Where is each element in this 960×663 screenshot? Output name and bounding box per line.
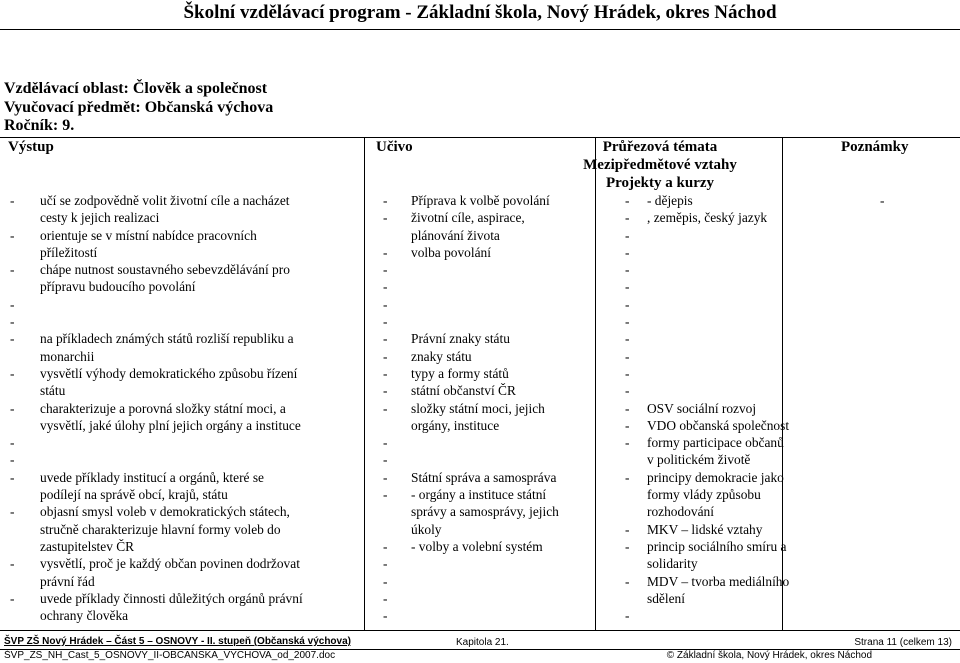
ucivo-row xyxy=(383,330,593,347)
list-item-text xyxy=(625,330,780,347)
temata-row xyxy=(625,538,787,555)
vystup-row xyxy=(10,244,360,261)
list-item-text: Státní správa a samospráva xyxy=(411,469,557,485)
list-bullet: - xyxy=(880,193,885,208)
list-item-text: - volby a volební systém xyxy=(411,538,543,554)
vystup-row xyxy=(10,330,360,347)
ucivo-row xyxy=(383,469,593,486)
list-item-text xyxy=(625,382,780,399)
list-item-text: solidarity xyxy=(647,556,698,572)
ucivo-row xyxy=(383,261,593,278)
list-bullet: - xyxy=(10,314,15,330)
list-item-text: vysvětlí, jaké úlohy plní jejich orgány a instituce xyxy=(40,417,301,433)
vystup-row xyxy=(10,417,360,434)
list-item-text: sdělení xyxy=(647,590,685,606)
list-bullet: - xyxy=(625,383,630,399)
list-bullet: - xyxy=(625,365,630,381)
list-item-text: právní řád xyxy=(40,573,95,589)
temata-row xyxy=(625,590,780,607)
list-item-text: správy a samosprávy, jejich xyxy=(411,504,559,520)
temata-row xyxy=(625,555,780,572)
list-item-text xyxy=(383,573,593,590)
list-item-text xyxy=(383,607,593,624)
list-bullet: - xyxy=(383,469,388,485)
temata-row xyxy=(625,400,780,417)
list-item-text: uvede příklady činnosti důležitých orgánů právní xyxy=(40,590,303,606)
list-bullet: - xyxy=(625,314,630,330)
column-header-poznamky: Poznámky xyxy=(841,139,909,155)
list-item-text: VDO občanská společnost xyxy=(647,417,790,433)
ucivo-row xyxy=(383,555,593,572)
list-bullet: - xyxy=(383,573,388,589)
list-bullet: - xyxy=(383,262,388,278)
footer-chapter: Kapitola 21. xyxy=(456,637,509,648)
vystup-row xyxy=(10,469,360,486)
temata-row xyxy=(625,607,780,624)
column-divider xyxy=(364,137,365,630)
footer-page-number: Strana 11 (celkem 13) xyxy=(854,637,952,648)
ucivo-row xyxy=(383,244,593,261)
ucivo-row xyxy=(383,278,593,295)
list-bullet: - xyxy=(625,244,630,260)
list-item-text xyxy=(625,296,780,313)
footer-document-title: ŠVP ZŠ Nový Hrádek – Část 5 – OSNOVY - II. stupeň (Občanská výchova) xyxy=(4,636,351,647)
footer-filename: ŠVP_ZS_NH_Cast_5_OSNOVY_II-OBCANSKA_VYCHOVA_od_2007.doc xyxy=(4,650,336,661)
temata-row xyxy=(625,244,780,261)
ucivo-row xyxy=(383,400,593,417)
ucivo-row xyxy=(383,209,593,226)
temata-row xyxy=(625,192,780,209)
vystup-row xyxy=(10,209,360,226)
list-item-text xyxy=(625,313,780,330)
column-header-temata-line-1: Průřezová témata xyxy=(602,139,718,155)
vystup-row xyxy=(10,521,360,538)
vystup-row xyxy=(10,451,360,468)
list-item-text: učí se zodpovědně volit životní cíle a nacházet xyxy=(40,193,290,208)
temata-row xyxy=(625,451,780,468)
list-bullet: - xyxy=(383,348,388,364)
list-item-text: monarchii xyxy=(40,348,95,364)
list-item-text: v politickém životě xyxy=(647,452,751,468)
column-header-temata-line-2: Mezipředmětové vztahy xyxy=(583,157,737,173)
ucivo-row xyxy=(383,227,593,244)
list-item-text: charakterizuje a porovná složky státní moci, a xyxy=(40,400,286,416)
list-item-text: na příkladech známých států rozliší republiku a xyxy=(40,331,294,347)
meta-subject: Vyučovací předmět: Občanská výchova xyxy=(4,98,274,116)
list-bullet: - xyxy=(625,210,630,226)
list-item-text: ochrany člověka xyxy=(40,608,129,624)
ucivo-row xyxy=(383,538,593,555)
column-header-vystup: Výstup xyxy=(8,139,54,155)
ucivo-row xyxy=(383,348,593,365)
ucivo-row xyxy=(383,521,593,538)
list-item-text xyxy=(383,313,593,330)
list-item-text xyxy=(625,607,780,624)
list-item-text xyxy=(383,296,593,313)
list-item-text xyxy=(383,590,593,607)
vystup-row xyxy=(10,573,360,590)
page-header xyxy=(0,0,960,30)
temata-row xyxy=(625,278,780,295)
ucivo-row xyxy=(383,313,593,330)
list-bullet: - xyxy=(383,590,388,606)
list-bullet: - xyxy=(383,279,388,295)
list-item-text: přípravu budoucího povolání xyxy=(40,279,196,295)
temata-row xyxy=(625,296,780,313)
list-item-text: MDV – tvorba mediálního xyxy=(647,573,790,589)
list-item-text: životní cíle, aspirace, xyxy=(411,210,525,226)
ucivo-row xyxy=(383,296,593,313)
ucivo-row xyxy=(383,382,593,399)
list-bullet: - xyxy=(383,556,388,572)
list-item-text xyxy=(383,451,593,468)
list-item-text: chápe nutnost soustavného sebevzdělávání pro xyxy=(40,262,290,278)
vystup-row xyxy=(10,192,360,209)
list-bullet: - xyxy=(383,365,388,381)
list-bullet: - xyxy=(383,452,388,468)
list-bullet: - xyxy=(383,538,388,554)
vystup-row xyxy=(10,313,360,330)
list-item-text: cesty k jejich realizaci xyxy=(40,210,160,226)
list-bullet: - xyxy=(10,227,15,243)
list-item-text: vysvětlí výhody demokratického způsobu řízení xyxy=(40,365,298,381)
list-bullet: - xyxy=(383,296,388,312)
vystup-row xyxy=(10,296,360,313)
list-bullet: - xyxy=(10,469,15,485)
meta-area: Vzdělávací oblast: Člověk a společnost xyxy=(4,80,268,97)
footer-copyright: © Základní škola, Nový Hrádek, okres Náchod xyxy=(666,650,872,661)
list-bullet: - xyxy=(10,331,15,347)
list-bullet: - xyxy=(383,487,388,503)
temata-row xyxy=(625,365,780,382)
vystup-row xyxy=(10,555,360,572)
list-bullet: - xyxy=(383,331,388,347)
list-item-text: objasní smysl voleb v demokratických státech, xyxy=(40,504,290,520)
list-bullet: - xyxy=(625,227,630,243)
vystup-row xyxy=(10,365,360,382)
column-header-temata-line-3: Projekty a kurzy xyxy=(605,175,715,191)
list-item-text xyxy=(625,261,780,278)
ucivo-row xyxy=(383,590,593,607)
list-item-text: OSV sociální rozvoj xyxy=(647,400,757,416)
poznamky-column xyxy=(880,192,950,209)
list-item-text xyxy=(10,434,360,451)
column-divider xyxy=(595,137,596,630)
temata-row xyxy=(625,434,784,451)
list-item-text: MKV – lidské vztahy xyxy=(647,521,763,537)
list-item-text: státní občanství ČR xyxy=(411,383,516,399)
list-bullet: - xyxy=(625,400,630,416)
list-bullet: - xyxy=(383,210,388,226)
list-bullet: - xyxy=(10,452,15,468)
list-item-text: , zeměpis, český jazyk xyxy=(647,210,768,226)
list-item-text: volba povolání xyxy=(411,244,491,260)
vystup-row xyxy=(10,590,360,607)
temata-row xyxy=(625,469,784,486)
list-bullet: - xyxy=(10,193,15,208)
list-bullet: - xyxy=(10,400,15,416)
list-item-text xyxy=(383,278,593,295)
list-item-text xyxy=(625,365,780,382)
ucivo-row xyxy=(383,573,593,590)
list-item-text: složky státní moci, jejich xyxy=(411,400,545,416)
list-item-text: Právní znaky státu xyxy=(411,331,510,347)
list-item-text: formy participace občanů xyxy=(647,435,784,451)
list-bullet: - xyxy=(625,573,630,589)
vystup-row xyxy=(10,227,360,244)
vystup-row xyxy=(10,503,360,520)
list-bullet: - xyxy=(383,383,388,399)
vystup-column xyxy=(10,192,360,624)
list-item-text: zastupitelstev ČR xyxy=(40,538,135,554)
list-item-text: příležitostí xyxy=(40,244,98,260)
list-item-text xyxy=(383,261,593,278)
list-item-text: státu xyxy=(40,383,66,399)
list-item-text: plánování života xyxy=(411,227,500,243)
list-item-text xyxy=(10,296,360,313)
list-item-text: - dějepis xyxy=(647,193,693,208)
list-item-text: orientuje se v místní nabídce pracovních xyxy=(40,227,257,243)
temata-row xyxy=(625,330,780,347)
temata-row xyxy=(625,313,780,330)
list-item-text xyxy=(625,227,780,244)
list-bullet: - xyxy=(383,400,388,416)
table-bottom-border xyxy=(0,630,960,631)
list-bullet: - xyxy=(10,556,15,572)
ucivo-row xyxy=(383,192,593,209)
vystup-row xyxy=(10,607,360,624)
list-bullet: - xyxy=(10,262,15,278)
vystup-row xyxy=(10,278,360,295)
list-item-text: úkoly xyxy=(411,521,442,537)
list-item-text: stručně charakterizuje hlavní formy voleb do xyxy=(40,521,281,537)
list-item-text xyxy=(880,192,950,209)
list-bullet: - xyxy=(10,504,15,520)
vystup-row xyxy=(10,400,360,417)
meta-grade: Ročník: 9. xyxy=(4,117,75,134)
list-bullet: - xyxy=(625,521,630,537)
list-bullet: - xyxy=(10,365,15,381)
list-item-text xyxy=(383,555,593,572)
list-bullet: - xyxy=(383,193,388,208)
list-bullet: - xyxy=(625,538,630,554)
list-item-text: formy vlády způsobu xyxy=(647,487,761,503)
list-bullet: - xyxy=(625,262,630,278)
ucivo-row xyxy=(383,486,593,503)
list-item-text xyxy=(383,434,593,451)
list-bullet: - xyxy=(383,314,388,330)
temata-row xyxy=(625,382,780,399)
list-bullet: - xyxy=(625,608,630,624)
list-bullet: - xyxy=(10,590,15,606)
list-item-text xyxy=(625,278,780,295)
table-top-border xyxy=(0,137,960,138)
list-item-text: - orgány a instituce státní xyxy=(411,487,547,503)
temata-row xyxy=(625,348,780,365)
ucivo-row xyxy=(383,365,593,382)
temata-row xyxy=(625,573,790,590)
vystup-row xyxy=(10,348,360,365)
list-item-text: rozhodování xyxy=(647,504,714,520)
poznamky-row xyxy=(880,192,950,209)
vystup-row xyxy=(10,261,360,278)
ucivo-column xyxy=(383,192,593,624)
ucivo-row xyxy=(383,417,593,434)
list-item-text: Příprava k volbě povolání xyxy=(411,193,550,208)
list-bullet: - xyxy=(625,348,630,364)
list-item-text xyxy=(10,451,360,468)
temata-row xyxy=(625,261,780,278)
temata-row xyxy=(625,209,780,226)
list-item-text xyxy=(625,348,780,365)
ucivo-row xyxy=(383,503,593,520)
list-bullet: - xyxy=(625,417,630,433)
list-bullet: - xyxy=(383,608,388,624)
temata-row xyxy=(625,417,790,434)
temata-row xyxy=(625,521,780,538)
list-item-text xyxy=(625,244,780,261)
list-bullet: - xyxy=(625,331,630,347)
temata-row xyxy=(625,227,780,244)
temata-row xyxy=(625,486,780,503)
list-item-text: podílejí na správě obcí, krajů, státu xyxy=(40,487,228,503)
vystup-row xyxy=(10,538,360,555)
list-item-text: typy a formy států xyxy=(411,365,509,381)
list-bullet: - xyxy=(625,469,630,485)
list-item-text: principy demokracie jako xyxy=(647,469,784,485)
ucivo-row xyxy=(383,607,593,624)
ucivo-row xyxy=(383,451,593,468)
column-header-temata xyxy=(583,138,737,192)
list-item-text xyxy=(10,313,360,330)
vystup-row xyxy=(10,382,360,399)
list-bullet: - xyxy=(10,296,15,312)
list-bullet: - xyxy=(625,193,630,208)
temata-row xyxy=(625,503,780,520)
temata-column xyxy=(625,192,790,624)
list-item-text: vysvětlí, proč je každý občan povinen dodržovat xyxy=(40,556,300,572)
column-header-ucivo: Učivo xyxy=(376,139,413,155)
document-meta xyxy=(4,80,273,136)
list-bullet: - xyxy=(625,296,630,312)
list-item-text: princip sociálního smíru a xyxy=(647,538,787,554)
list-bullet: - xyxy=(383,435,388,451)
list-bullet: - xyxy=(625,279,630,295)
list-item-text: orgány, instituce xyxy=(411,417,500,433)
list-bullet: - xyxy=(383,244,388,260)
list-bullet: - xyxy=(625,435,630,451)
list-item-text: znaky státu xyxy=(411,348,472,364)
ucivo-row xyxy=(383,434,593,451)
list-bullet: - xyxy=(10,435,15,451)
vystup-row xyxy=(10,434,360,451)
list-item-text: uvede příklady institucí a orgánů, které se xyxy=(40,469,264,485)
column-divider xyxy=(782,137,783,630)
header-divider xyxy=(0,29,960,30)
page-header-title: Školní vzdělávací program - Základní škola, Nový Hrádek, okres Náchod xyxy=(183,2,777,23)
vystup-row xyxy=(10,486,360,503)
